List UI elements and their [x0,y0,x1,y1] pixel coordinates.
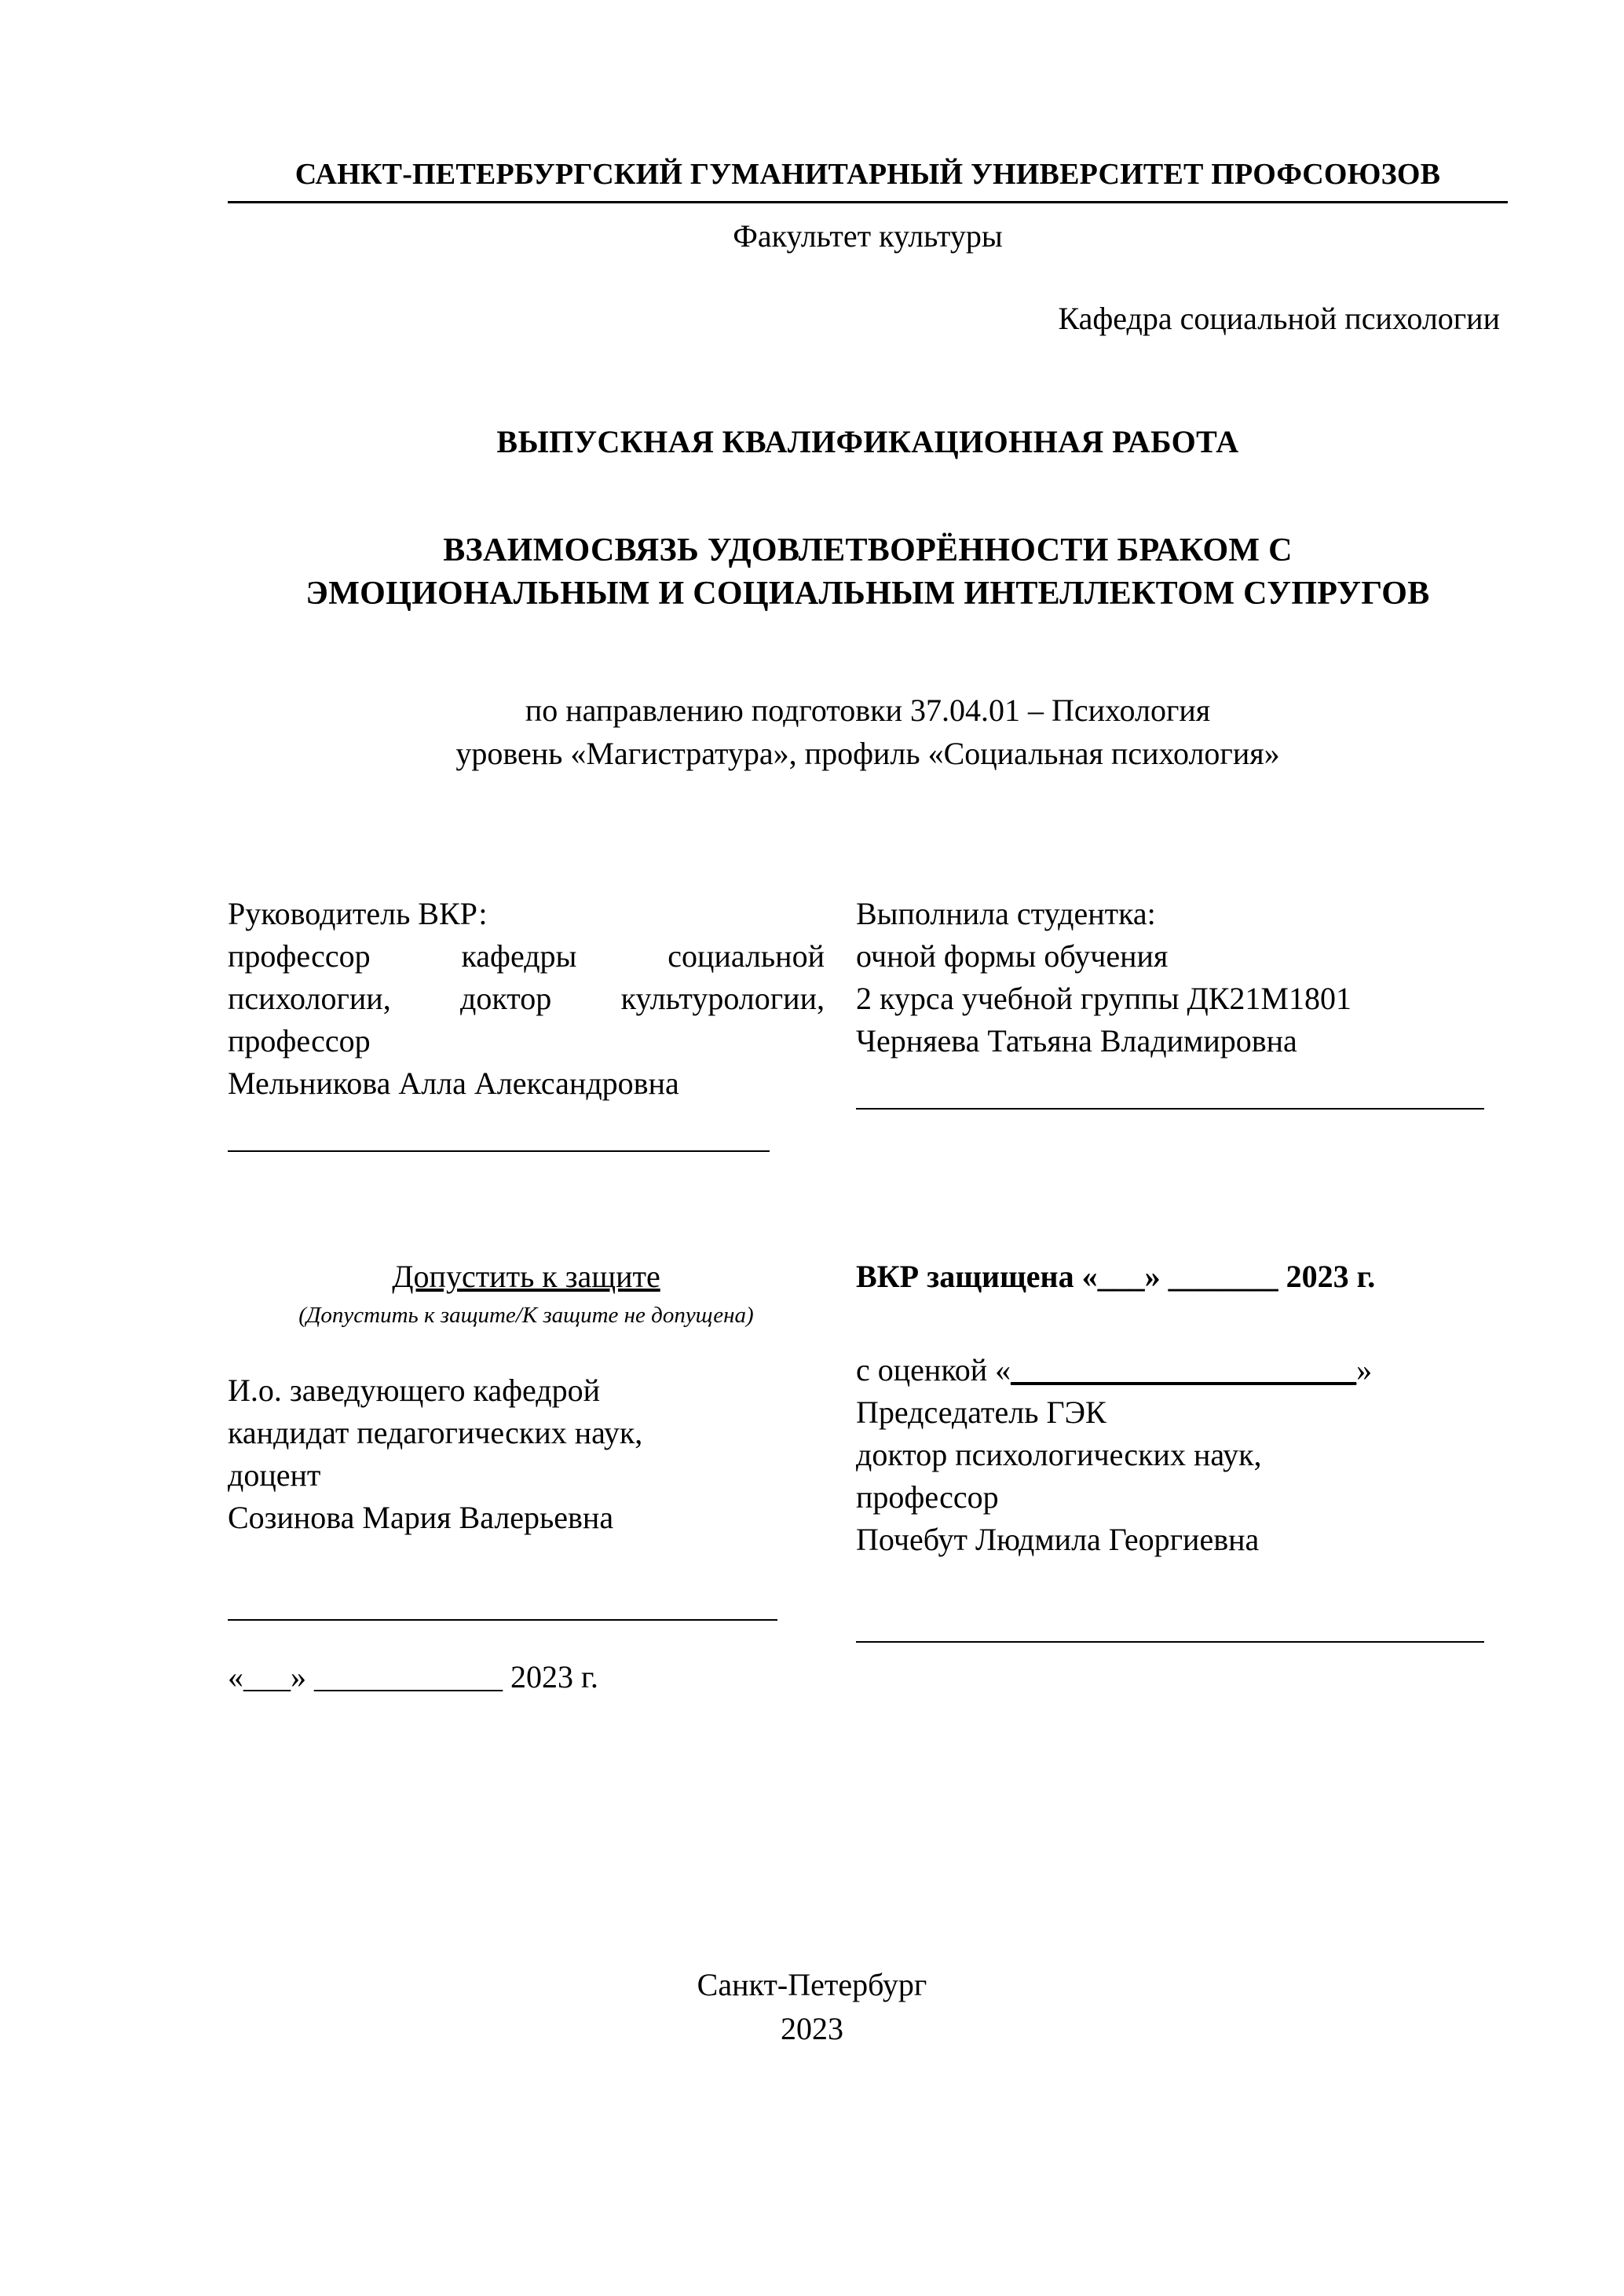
student-form: очной формы обучения [856,938,1169,974]
head-of-department-name: Созинова Мария Валерьевна [228,1500,614,1536]
supervisor-signature-line [228,1149,770,1152]
student-signature-line [856,1106,1484,1110]
faculty-name: Факультет культуры [733,218,1003,254]
footer-city: Санкт-Петербург [697,1967,927,2002]
supervisor-position-line-3: профессор [228,1023,371,1059]
program-info [228,689,1508,775]
approval-block [228,1258,1508,1695]
head-of-department-degree: кандидат педагогических наук, [228,1415,643,1451]
student-group: 2 курса учебной группы ДК21М1801 [856,981,1352,1017]
defense-block [856,1258,1508,1695]
chair-signature-line [856,1640,1484,1643]
defense-mark-label: с оценкой « [856,1352,1011,1388]
footer-year: 2023 [781,2011,843,2046]
admission-date-line: «___» ____________ 2023 г. [228,1659,598,1695]
chair-degree-line-2: профессор [856,1479,999,1515]
footer [0,1963,1624,2051]
supervisor-position-line-1: профессор кафедры социальной [228,938,825,974]
defense-mark-blank: ______________________ [1011,1352,1357,1388]
head-of-department-signature-line [228,1618,777,1621]
student-block [856,893,1508,1152]
document-type: ВЫПУСКНАЯ КВАЛИФИКАЦИОННАЯ РАБОТА [496,424,1239,459]
supervisor-name: Мельникова Алла Александровна [228,1066,679,1102]
defense-mark-line [856,1351,1508,1388]
chair-degree-line-1: доктор психологических наук, [856,1437,1262,1473]
chair-label: Председатель ГЭК [856,1395,1106,1431]
chair-name: Почебут Людмила Георгиевна [856,1522,1260,1558]
supervisor-label: Руководитель ВКР: [228,896,488,932]
admission-note: (Допустить к защите/К защите не допущена) [298,1303,754,1329]
admission-heading: Допустить к защите [392,1259,660,1295]
head-of-department-rank: доцент [228,1457,321,1493]
head-of-department-label: И.о. заведующего кафедрой [228,1373,601,1409]
student-name: Черняева Татьяна Владимировна [856,1023,1297,1059]
program-level: уровень «Магистратура», профиль «Социальная психология» [455,736,1280,772]
admission-block [228,1258,856,1695]
supervisor-block [228,893,856,1152]
defense-heading: ВКР защищена «___» _______ 2023 г. [856,1259,1376,1295]
page-content [228,157,1508,1695]
supervisor-position-line-2: психологии, доктор культурологии, [228,981,825,1017]
program-direction: по направлению подготовки 37.04.01 – Психология [525,692,1211,728]
people-block [228,893,1508,1152]
department-name: Кафедра социальной психологии [1058,301,1500,336]
university-name: САНКТ-ПЕТЕРБУРГСКИЙ ГУМАНИТАРНЫЙ УНИВЕРСИТЕТ ПРОФСОЮЗОВ [228,157,1508,203]
student-label: Выполнила студентка: [856,896,1156,932]
page-title: ВЗАИМОСВЯЗЬ УДОВЛЕТВОРЁННОСТИ БРАКОМ С ЭМОЦИОНАЛЬНЫМ И СОЦИАЛЬНЫМ ИНТЕЛЛЕКТОМ СУПРУГОВ [305,532,1430,612]
defense-mark-close: » [1356,1352,1373,1388]
